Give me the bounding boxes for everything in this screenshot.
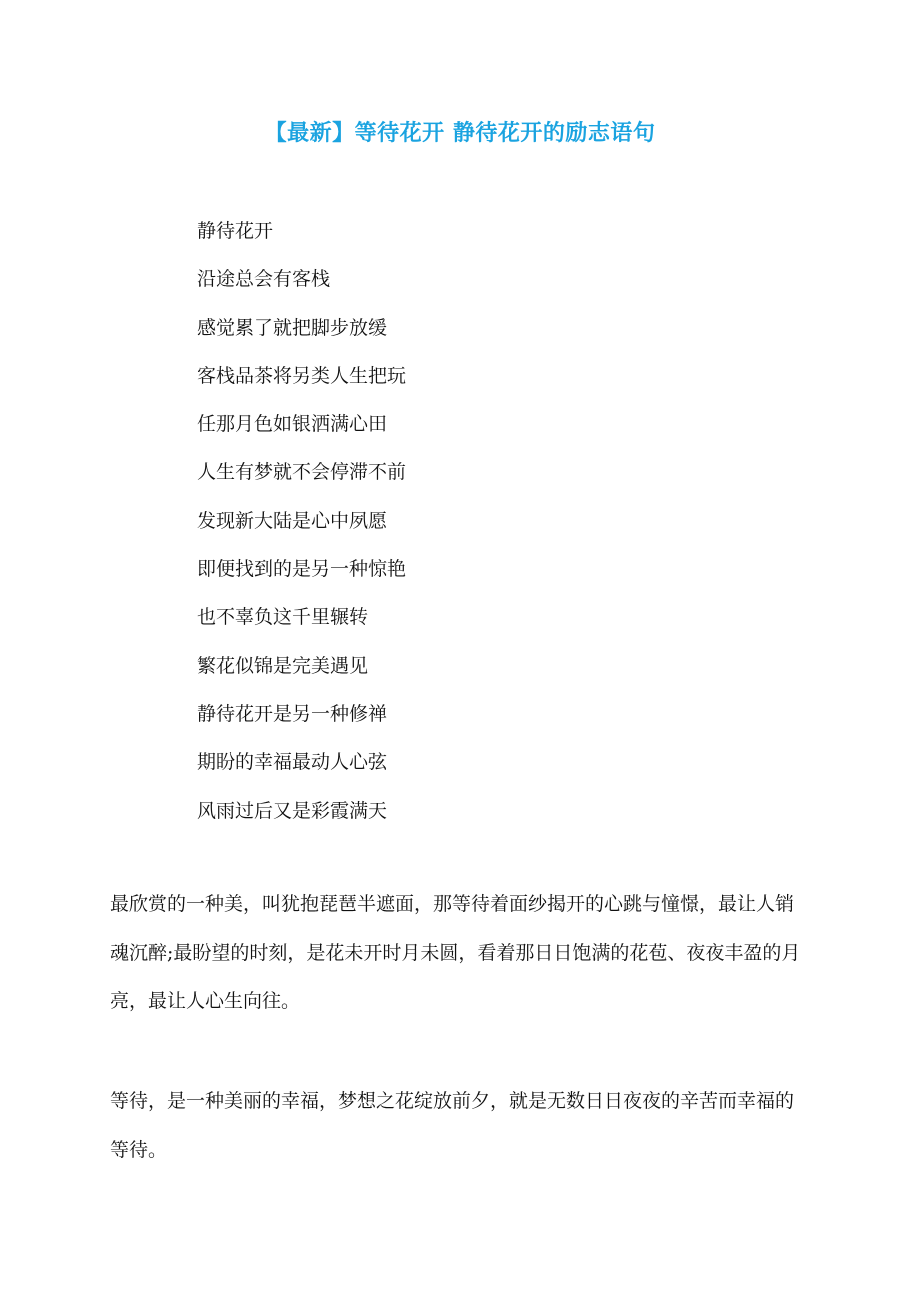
poem-line: 客栈品茶将另类人生把玩	[197, 364, 407, 387]
poem-line: 风雨过后又是彩霞满天	[197, 799, 388, 822]
paragraph-beauty: 最欣赏的一种美，叫犹抱琵琶半遮面，那等待着面纱揭开的心跳与憧憬，最让人销魂沉醉;最盼望的时刻，是花未开时月未圆，看着那日日饱满的花苞、夜夜丰盈的月亮，最让人心生向往。	[110, 893, 801, 1012]
poem-line: 期盼的幸福最动人心弦	[197, 751, 388, 774]
document-title: 【最新】等待花开 静待花开的励志语句	[264, 121, 656, 146]
poem-line: 静待花开是另一种修禅	[197, 702, 388, 725]
poem-line: 人生有梦就不会停滞不前	[197, 461, 407, 484]
poem-line: 繁花似锦是完美遇见	[197, 654, 369, 677]
poem-line: 沿途总会有客栈	[197, 268, 331, 291]
poem-line: 静待花开	[197, 220, 274, 242]
poem-line: 感觉累了就把脚步放缓	[197, 316, 388, 339]
paragraph-waiting: 等待，是一种美丽的幸福，梦想之花绽放前夕，就是无数日日夜夜的辛苦而幸福的等待。	[110, 1090, 795, 1161]
poem-line: 即便找到的是另一种惊艳	[197, 558, 407, 581]
poem	[197, 212, 797, 840]
poem-line: 发现新大陆是心中夙愿	[197, 509, 388, 532]
poem-line: 也不辜负这千里辗转	[197, 606, 369, 629]
poem-line: 任那月色如银洒满心田	[197, 413, 388, 436]
